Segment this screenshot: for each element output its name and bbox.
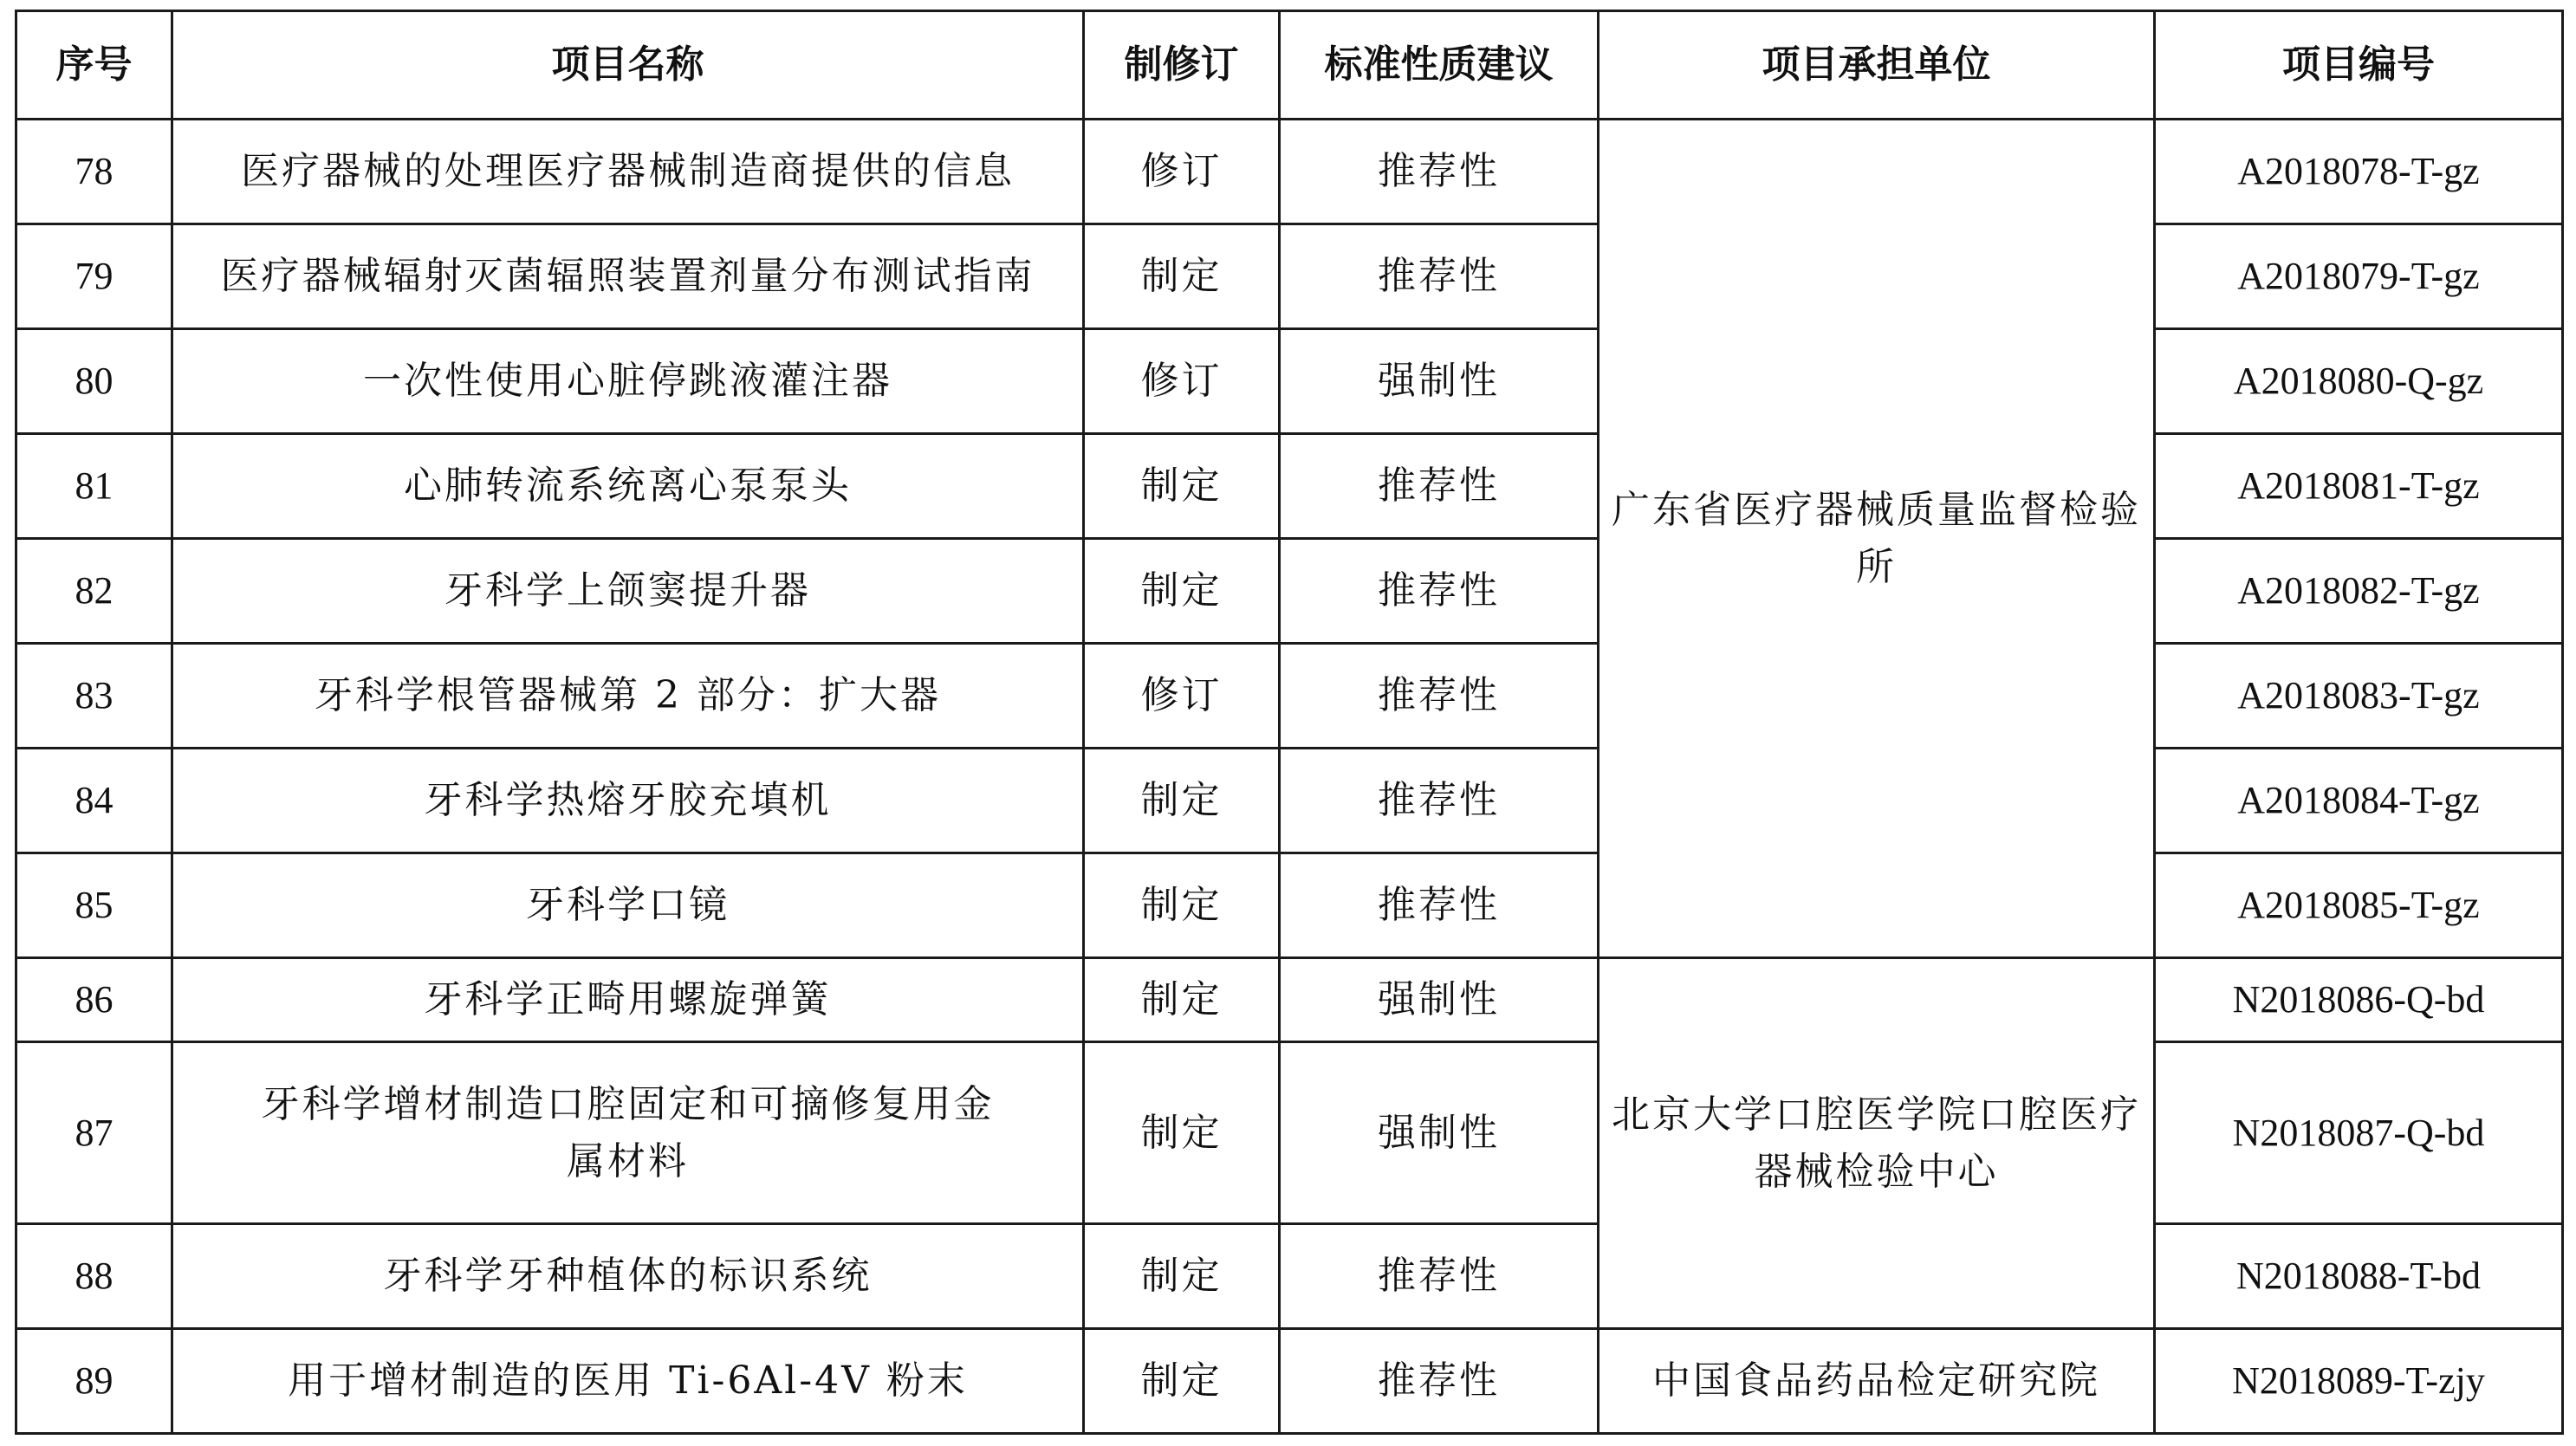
row-revision-type: 制定 [1084,853,1280,958]
row-index: 84 [16,749,172,853]
row-project-name: 医疗器械的处理医疗器械制造商提供的信息 [172,120,1084,224]
row-revision-type: 制定 [1084,1042,1280,1224]
row-project-name: 牙科学根管器械第 2 部分：扩大器 [172,644,1084,749]
row-project-name: 牙科学上颌窦提升器 [172,539,1084,644]
table-row [16,853,2563,958]
row-standard-nature: 推荐性 [1280,539,1599,644]
row-responsible-unit: 中国食品药品检定研究院 [1599,1329,2155,1434]
row-responsible-unit: 北京大学口腔医学院口腔医疗器械检验中心 [1599,958,2155,1329]
header-project-name: 项目名称 [172,11,1084,120]
row-project-name: 用于增材制造的医用 Ti-6Al-4V 粉末 [172,1329,1084,1434]
standards-project-table [15,10,2564,1435]
row-standard-nature: 推荐性 [1280,644,1599,749]
row-revision-type: 制定 [1084,1224,1280,1329]
row-standard-nature: 推荐性 [1280,749,1599,853]
row-standard-nature: 强制性 [1280,1042,1599,1224]
table-row [16,434,2563,539]
row-project-code: A2018079-T-gz [2155,224,2563,329]
row-index: 81 [16,434,172,539]
table-row [16,1042,2563,1224]
row-revision-type: 制定 [1084,958,1280,1042]
table-row [16,539,2563,644]
row-project-code: N2018088-T-bd [2155,1224,2563,1329]
row-standard-nature: 推荐性 [1280,1329,1599,1434]
row-revision-type: 制定 [1084,749,1280,853]
row-revision-type: 制定 [1084,434,1280,539]
table-row [16,749,2563,853]
row-project-code: A2018084-T-gz [2155,749,2563,853]
header-revision-type: 制修订 [1084,11,1280,120]
row-index: 83 [16,644,172,749]
row-revision-type: 修订 [1084,120,1280,224]
row-project-name: 医疗器械辐射灭菌辐照装置剂量分布测试指南 [172,224,1084,329]
table-row [16,120,2563,224]
row-index: 79 [16,224,172,329]
table-row [16,1329,2563,1434]
row-index: 85 [16,853,172,958]
row-standard-nature: 推荐性 [1280,434,1599,539]
row-project-code: N2018086-Q-bd [2155,958,2563,1042]
row-standard-nature: 推荐性 [1280,224,1599,329]
row-project-code: A2018078-T-gz [2155,120,2563,224]
row-standard-nature: 推荐性 [1280,853,1599,958]
header-row [16,11,2563,120]
row-project-code: A2018080-Q-gz [2155,329,2563,434]
row-index: 78 [16,120,172,224]
row-index: 88 [16,1224,172,1329]
row-index: 82 [16,539,172,644]
table-row [16,644,2563,749]
row-standard-nature: 强制性 [1280,958,1599,1042]
table-row [16,224,2563,329]
table-row [16,1224,2563,1329]
row-index: 86 [16,958,172,1042]
row-project-name: 牙科学口镜 [172,853,1084,958]
header-project-code: 项目编号 [2155,11,2563,120]
row-index: 80 [16,329,172,434]
row-project-name: 牙科学正畸用螺旋弹簧 [172,958,1084,1042]
row-project-code: A2018081-T-gz [2155,434,2563,539]
row-index: 87 [16,1042,172,1224]
row-project-code: A2018082-T-gz [2155,539,2563,644]
row-revision-type: 修订 [1084,329,1280,434]
row-standard-nature: 强制性 [1280,329,1599,434]
row-project-code: A2018085-T-gz [2155,853,2563,958]
row-revision-type: 制定 [1084,224,1280,329]
row-standard-nature: 推荐性 [1280,1224,1599,1329]
table-row [16,958,2563,1042]
header-responsible-unit: 项目承担单位 [1599,11,2155,120]
row-index: 89 [16,1329,172,1434]
row-project-name: 牙科学牙种植体的标识系统 [172,1224,1084,1329]
row-revision-type: 制定 [1084,539,1280,644]
row-revision-type: 修订 [1084,644,1280,749]
header-standard-nature: 标准性质建议 [1280,11,1599,120]
row-project-code: N2018089-T-zjy [2155,1329,2563,1434]
table-row [16,329,2563,434]
row-revision-type: 制定 [1084,1329,1280,1434]
row-responsible-unit: 广东省医疗器械质量监督检验所 [1599,120,2155,958]
row-project-code: A2018083-T-gz [2155,644,2563,749]
row-project-code: N2018087-Q-bd [2155,1042,2563,1224]
row-project-name: 一次性使用心脏停跳液灌注器 [172,329,1084,434]
row-project-name: 心肺转流系统离心泵泵头 [172,434,1084,539]
row-project-name: 牙科学增材制造口腔固定和可摘修复用金属材料 [172,1042,1084,1224]
header-index: 序号 [16,11,172,120]
row-standard-nature: 推荐性 [1280,120,1599,224]
row-project-name: 牙科学热熔牙胶充填机 [172,749,1084,853]
